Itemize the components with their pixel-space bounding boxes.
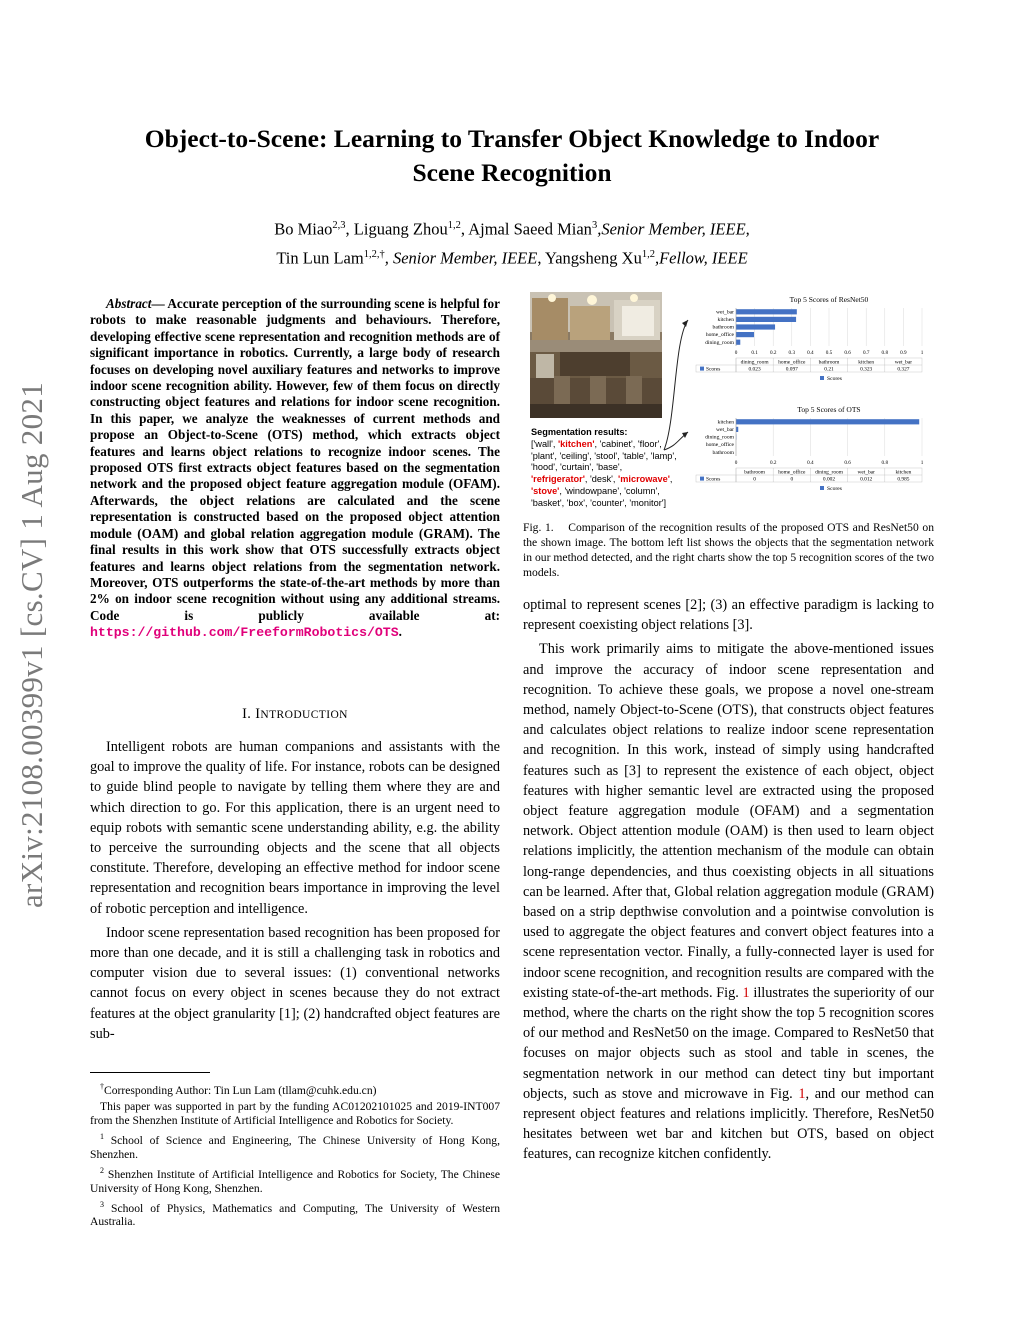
figure-caption: [523, 520, 934, 580]
x-tick-label: 0.8: [881, 350, 889, 356]
category-label: home_office: [705, 442, 734, 449]
segmentation-item: , 'cabinet', 'floor', 'plant', 'ceiling', 'stool', 'table', 'lamp', 'hood', 'curtain', 'base',: [531, 438, 677, 473]
footnote-text: Shenzhen Institute of Artificial Intelligence and Robotics for Society, The Chinese University of Hong Kong, Shenzhen.: [90, 1167, 500, 1195]
footnote-rule: [90, 1072, 210, 1073]
x-tick-label: 0.9: [900, 350, 907, 356]
category-label: wet_bar: [715, 309, 734, 316]
bar: [736, 427, 738, 432]
table-category: dining_room: [740, 359, 769, 366]
paragraph-text: optimal to represent scenes [2]; (3) an effective paradigm is lacking to represent coexisting object relations [3].: [523, 597, 934, 634]
section-number: I.: [242, 706, 256, 722]
intro-left-column: [90, 737, 500, 1048]
section-title-rest: NTRODUCTION: [260, 709, 348, 721]
table-category: home_office: [778, 469, 806, 476]
segmentation-header: Segmentation results:: [531, 427, 628, 437]
legend-swatch: [820, 376, 824, 380]
footnote-text: School of Physics, Mathematics and Computing, The University of Western Australia.: [90, 1201, 500, 1229]
table-category: dining_room: [815, 469, 843, 476]
segmentation-item: ['wall',: [531, 438, 558, 449]
footnote: [90, 1164, 500, 1196]
segmentation-item: ,: [669, 474, 673, 485]
author-affiliation: 3: [591, 220, 598, 231]
footnote-marker: †: [100, 1082, 104, 1091]
bar: [736, 324, 775, 329]
data-label: 0.023: [748, 366, 761, 373]
abstract-end: .: [398, 624, 402, 640]
segmentation-item-highlight: 'microwave': [618, 474, 670, 485]
table-category: wet_bar: [857, 469, 875, 476]
kitchen-photo: [530, 292, 662, 418]
x-tick-label: 1: [920, 460, 924, 466]
authors-line-2: [90, 242, 934, 271]
arxiv-stamp: [2, 355, 62, 935]
title-line-2: Scene Recognition: [412, 158, 612, 187]
legend-swatch: [700, 367, 704, 371]
data-label: 0.002: [822, 476, 836, 483]
footnote-marker: 1: [100, 1131, 104, 1141]
data-label: 0.985: [897, 476, 910, 483]
x-tick-label: 0.5: [825, 350, 833, 356]
x-tick-label: 1: [920, 350, 924, 356]
segmentation-item-highlight: 'refrigerator': [531, 474, 585, 485]
table-category: wet_bar: [894, 359, 913, 366]
figure-reference-link[interactable]: 1: [742, 984, 750, 1001]
paragraph-text: , and our method can represent object features and relations implicitly. Therefore, ResNet50 hesitates between wet bar and kitchen but OTS, based on object features, can recognize kitchen confidently.: [523, 1085, 934, 1163]
x-tick-label: 0.8: [881, 460, 889, 466]
category-label: bathroom: [712, 449, 734, 456]
data-label: 0: [753, 476, 756, 483]
author-name: Tin Lun Lam: [276, 248, 364, 267]
segmentation-results: [531, 427, 679, 510]
data-label: 0: [790, 476, 794, 483]
resnet-score-chart: [688, 294, 934, 402]
authors-line-1: [90, 213, 934, 242]
author-name: , Yangsheng Xu: [537, 248, 642, 267]
category-label: dining_room: [705, 434, 734, 441]
footnote-text: This paper was supported in part by the funding AC01202101025 and 2019-INT007 from the Shenzhen Institute of Artificial Intelligence and Robotics for Society.: [90, 1099, 500, 1127]
table-category: bathroom: [818, 359, 840, 366]
footnote: [90, 1100, 500, 1128]
x-tick-label: 0.6: [844, 460, 851, 466]
figure-reference-link[interactable]: 1: [798, 1085, 806, 1102]
x-tick-label: 0.6: [844, 350, 851, 356]
table-category: kitchen: [895, 469, 912, 476]
bar: [736, 317, 796, 322]
body-paragraph: [523, 639, 934, 1164]
section-title-initial: I: [255, 706, 261, 722]
category-label: dining_room: [705, 339, 734, 346]
author-affiliation: 1,2: [447, 220, 461, 231]
category-label: wet_bar: [715, 427, 734, 433]
intro-right-column: [523, 595, 934, 1169]
segmentation-item-highlight: 'kitchen': [558, 438, 595, 449]
title-line-1: Object-to-Scene: Learning to Transfer Object Knowledge to Indoor: [144, 124, 880, 153]
x-tick-label: 0.4: [807, 460, 814, 466]
category-label: home_office: [705, 332, 734, 339]
data-table-label: Scores: [706, 476, 721, 483]
data-label: 0.21: [824, 366, 834, 373]
legend-swatch: [700, 477, 704, 481]
data-label: 0.327: [897, 366, 910, 373]
x-tick-label: 0: [734, 350, 738, 356]
author-role: ,Fellow, IEEE: [654, 248, 748, 267]
bar: [736, 419, 919, 424]
paragraph-text: This work primarily aims to mitigate the above-mentioned issues and improve the accuracy of indoor scene representation and recognition. To achieve these goals, we propose a novel one-stream method, namely Object-to-Scene (OTS), that constructs object features and calculates object relations to realize indoor scene representation and recognition. In this work, instead of simply using handcrafted features such as [3] to represent the existence of each object, object features with higher semantic level are extracted using the proposed object feature aggregation module (OFAM) and a segmentation network. Object attention module (OAM) is then used to learn object relations implicitly, the attention mechanism of the module can obtain long-range dependencies, and thus coexisting objects in all situations can be learned. After that, Global relation aggregation module (GRAM) based on a strip depthwise convolution and a pointwise convolution is used to aggregate the object features and convert object features into a scene representation vector. Finally, a fully-connected layer is used for indoor scene recognition, and recognition results are compared with the existing state-of-the-art methods. Fig.: [523, 641, 934, 1001]
legend-label: Scores: [827, 376, 842, 382]
data-table-label: Scores: [706, 366, 721, 373]
code-link[interactable]: https://github.com/FreeformRobotics/OTS: [90, 625, 399, 641]
x-tick-label: 0.2: [769, 460, 777, 466]
arxiv-id: arXiv:2108.00399v1 [cs.CV] 1 Aug 2021: [14, 381, 49, 909]
legend-label: Scores: [827, 486, 842, 492]
caption-text: Comparison of the recognition results of the proposed OTS and ResNet50 on the shown image. The bottom left list shows the objects that the segmentation network in our method detected, and the right charts show the top 5 recognition scores of the two models.: [523, 521, 934, 579]
chart-title: Top 5 Scores of ResNet50: [789, 295, 869, 304]
table-category: bathroom: [744, 469, 765, 476]
footnote-text: School of Science and Engineering, The Chinese University of Hong Kong, Shenzhen.: [90, 1133, 500, 1161]
table-category: home_office: [778, 359, 806, 366]
abstract-text: — Accurate perception of the surrounding scene is helpful for robots to make reasonable judgments and behaviours. Therefore, developing effective scene representation and recognition methods are of significant importance in robotics. Currently, a large body of research focuses on developing novel auxiliary features and networks to improve indoor scene recognition ability. However, few of them focus on directly constructing object features and relations for indoor scene recognition. In this paper, we analyze the weaknesses of current methods and propose an Object-to-Scene (OTS) method, which extracts object features and learns object relations to recognize indoor scenes. The proposed OTS first extracts object features based on the segmentation network and the proposed object feature aggregation module (OFAM). Afterwards, the object relations are calculated and the scene representation is constructed based on the proposed object attention module (OAM) and global relation aggregation module (GRAM). The final results in this work show that OTS successfully extracts object features and learns object relations from the segmentation network. Moreover, OTS outperforms the state-of-the-art methods by more than 2% on indoor scene recognition without using any additional streams. Code is publicly available at:: [90, 296, 500, 623]
paper-title: [90, 122, 934, 190]
x-tick-label: 0: [734, 460, 738, 466]
footnote-marker: 3: [100, 1199, 104, 1209]
table-category: kitchen: [858, 359, 875, 366]
bar: [736, 332, 754, 337]
footnote-text: Corresponding Author: Tin Lun Lam (tllam@cuhk.edu.cn): [104, 1083, 377, 1097]
x-tick-label: 0.4: [807, 350, 814, 356]
segmentation-item: , 'windowpane', 'column', 'basket', 'box', 'counter', 'monitor']: [531, 485, 667, 508]
category-label: kitchen: [717, 317, 734, 323]
body-paragraph: [523, 595, 934, 635]
author-affiliation: 2,3: [332, 220, 346, 231]
author-name: Bo Miao: [274, 219, 333, 239]
bar: [736, 309, 797, 314]
abstract-label: Abstract: [106, 296, 152, 311]
chart-title: Top 5 Scores of OTS: [797, 405, 861, 414]
author-affiliation: 1,2: [641, 248, 655, 260]
x-tick-label: 0.3: [788, 350, 796, 356]
section-heading-introduction: [90, 706, 500, 723]
caption-label: Fig. 1.: [523, 521, 554, 534]
legend-swatch: [820, 486, 824, 490]
x-tick-label: 0.7: [862, 350, 870, 356]
x-tick-label: 0.2: [769, 350, 777, 356]
ots-score-chart: [688, 404, 934, 508]
category-label: kitchen: [717, 419, 734, 426]
author-role: , Senior Member, IEEE: [384, 248, 538, 267]
footnote-marker: 2: [100, 1165, 104, 1175]
paragraph-text: illustrates the superiority of our method, where the charts on the right show the top 5 recognition scores of our method and ResNet50 on the image. Compared to ResNet50 that focuses on major objects such as stool and table in scenes, the segmentation network in our method can detect tiny but important objects, such as stove and microwave in Fig.: [523, 984, 934, 1102]
segmentation-item-highlight: 'stove': [531, 485, 560, 496]
author-list: [90, 213, 934, 270]
bar: [736, 340, 740, 345]
abstract: [90, 296, 500, 642]
author-name: , Liguang Zhou: [345, 219, 448, 239]
segmentation-list: [531, 439, 679, 510]
category-label: bathroom: [712, 324, 734, 331]
footnote: [90, 1130, 500, 1162]
x-tick-label: 0.1: [751, 350, 758, 356]
data-label: 0.097: [785, 366, 798, 373]
footnotes: [90, 1080, 500, 1231]
body-paragraph: Indoor scene representation based recognition has been proposed for more than one decade, and it is still a challenging task in robotics and computer vision due to several issues: (1) conventional networks cannot focus on every object in scenes because they do not extract features at the object granularity [1]; (2) handcrafted object features are sub-: [90, 924, 500, 1042]
footnote: [90, 1198, 500, 1230]
author-role: ,Senior Member, IEEE,: [597, 219, 750, 239]
segmentation-item: , 'desk',: [584, 474, 619, 485]
data-label: 0.323: [860, 366, 873, 373]
data-label: 0.012: [860, 476, 873, 483]
footnote: [90, 1080, 500, 1098]
body-paragraph: Intelligent robots are human companions and assistants with the goal to improve the quality of life. For instance, robots can be designed to guide blind people to navigate by telling them where they are and which direction to go. For this application, there is an urgent need to equip robots with semantic scene understanding ability, e.g. the ability to perceive the surrounding objects and the scene that all objects constitute. Therefore, developing an effective method for indoor scene representation and recognition bears importance in improving the level of robotic perception and intelligence.: [90, 739, 500, 917]
author-affiliation: 1,2,†: [363, 248, 385, 260]
author-name: , Ajmal Saeed Mian: [460, 219, 592, 239]
